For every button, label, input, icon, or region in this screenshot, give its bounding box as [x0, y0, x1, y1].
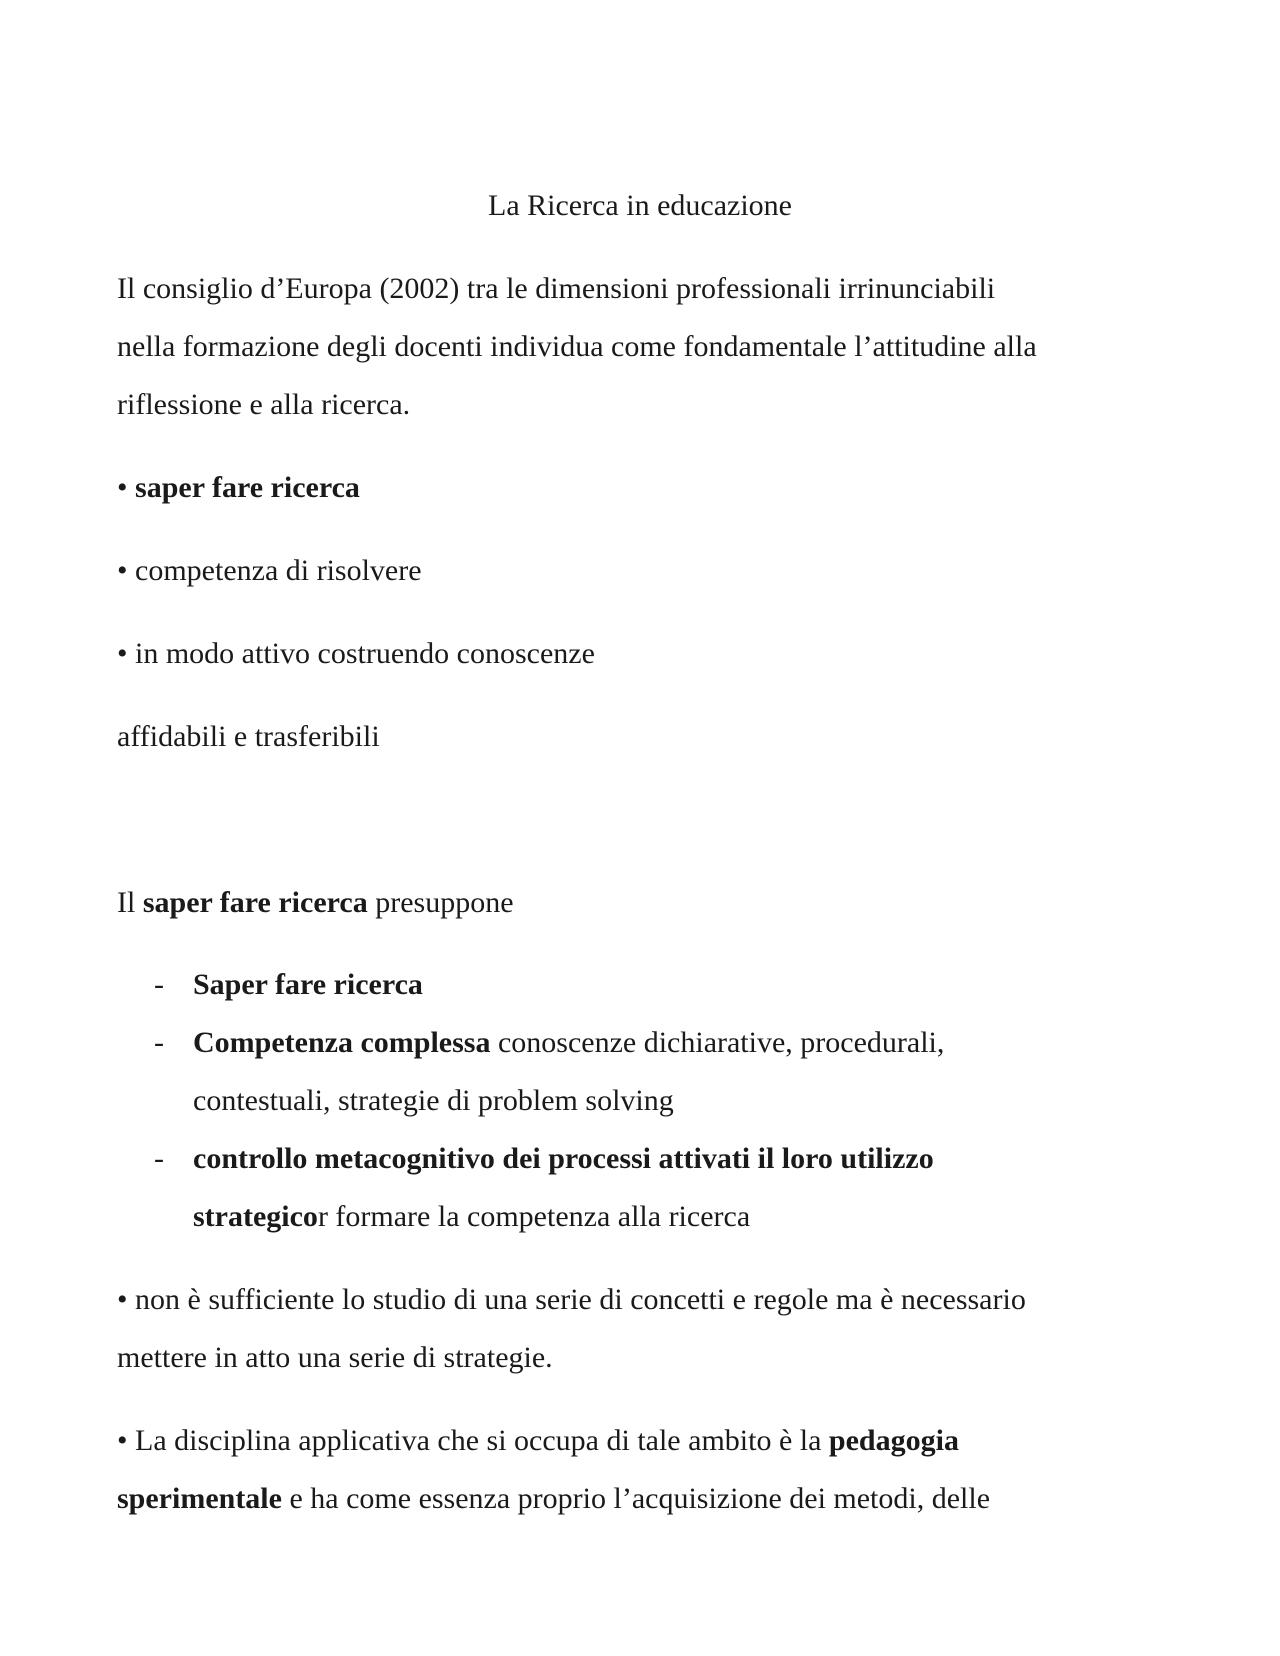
dash-item-2-bold: Competenza complessa — [193, 1026, 491, 1059]
bullet-marker: • — [117, 471, 128, 504]
bullet-marker: • — [117, 1424, 128, 1457]
closing-p2-pre: La disciplina applicativa che si occupa di tale ambito è la — [135, 1424, 822, 1457]
bullet-text-1: saper fare ricerca — [135, 471, 360, 504]
intro-line-3: riflessione e alla ricerca. — [117, 388, 411, 421]
closing-paragraph-2-line-2 — [117, 1481, 990, 1517]
dash-item-3-line-2 — [193, 1199, 750, 1235]
dash-item-1-bold: Saper fare ricerca — [193, 968, 423, 1001]
dash-marker-3: - — [154, 1142, 164, 1175]
closing-paragraph-2-line-1 — [117, 1423, 959, 1459]
bullet-item-1 — [117, 470, 360, 506]
bullet-item-3 — [117, 636, 595, 672]
bullet-text-2: competenza di risolvere — [135, 554, 422, 587]
dash-item-1 — [193, 967, 423, 1003]
presuppone-pre: Il — [117, 886, 136, 919]
closing-paragraph-1-line-1 — [117, 1282, 1026, 1318]
closing-p1-text: non è sufficiente lo studio di una serie di concetti e regole ma è necessario — [135, 1283, 1026, 1316]
bullet-marker: • — [117, 1283, 128, 1316]
dash-item-2-continuation: contestuali, strategie di problem solving — [193, 1084, 674, 1117]
bullet-marker: • — [117, 637, 128, 670]
presuppone-post: presuppone — [375, 886, 514, 919]
bullet-item-3-continuation: affidabili e trasferibili — [117, 720, 380, 753]
closing-p2-bold-1: pedagogia — [828, 1424, 959, 1457]
closing-paragraph-1-line-2: mettere in atto una serie di strategie. — [117, 1341, 553, 1374]
closing-p2-bold-2: sperimentale — [117, 1482, 282, 1515]
closing-p2-rest: e ha come essenza proprio l’acquisizione dei metodi, delle — [289, 1482, 991, 1515]
dash-item-2-rest: conoscenze dichiarative, procedurali, — [497, 1026, 945, 1059]
dash-item-2 — [193, 1025, 944, 1061]
bullet-marker: • — [117, 554, 128, 587]
dash-item-3-bold-line-1: controllo metacognitivo dei processi attivati il loro utilizzo — [193, 1142, 934, 1175]
bullet-item-2 — [117, 553, 422, 589]
document-title: La Ricerca in educazione — [488, 189, 792, 222]
intro-line-1: Il consiglio d’Europa (2002) tra le dimensioni professionali irrinunciabili — [117, 272, 996, 305]
dash-marker-1: - — [154, 968, 164, 1001]
presuppone-line — [117, 885, 514, 921]
dash-item-3 — [193, 1141, 934, 1177]
dash-item-3-rest: r formare la competenza alla ricerca — [317, 1200, 751, 1233]
dash-marker-2: - — [154, 1026, 164, 1059]
intro-line-2: nella formazione degli docenti individua come fondamentale l’attitudine alla — [117, 330, 1037, 363]
bullet-text-3: in modo attivo costruendo conoscenze — [135, 637, 595, 670]
dash-item-3-bold-line-2: strategico — [193, 1200, 318, 1233]
presuppone-bold: saper fare ricerca — [142, 886, 368, 919]
